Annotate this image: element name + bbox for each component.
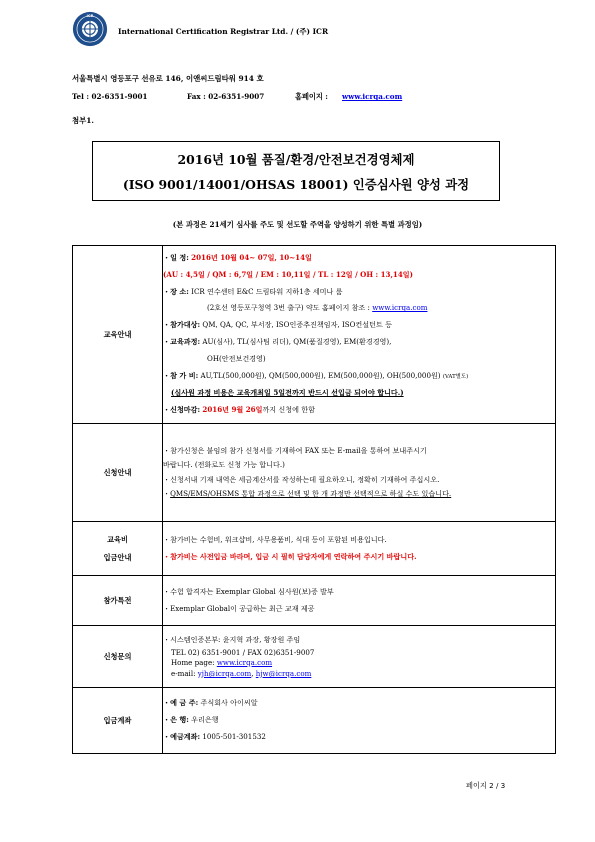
attachment-label: 첨부1.	[72, 116, 94, 125]
page-number: 페이지 2 / 3	[466, 781, 506, 790]
subtitle: (본 과정은 21세기 심사를 주도 및 선도할 주역을 양성하기 위한 특별 과정임)	[172, 220, 423, 229]
benefits-line-2: Exemplar Global이 공급하는 최근 교재 제공	[170, 603, 315, 613]
email-separator: ,	[251, 668, 254, 678]
inquiry-homepage-label: Home page:	[171, 657, 215, 667]
fee-vat: (VAT별도)	[442, 373, 469, 380]
bank-value: 우리은행	[191, 715, 219, 725]
email-link-1[interactable]: yjh@icrqa.com	[197, 668, 252, 678]
benefits-content: ・수험 합격자는 Exemplar Global 심사원(보)증 발부 ・Exemplar Global이 공급하는 최근 교재 제공	[163, 576, 556, 626]
application-row	[73, 424, 556, 522]
course-label: 교육과정:	[170, 337, 201, 346]
homepage-link[interactable]: www.icrqa.com	[342, 92, 403, 101]
application-line-3: 신청서내 기재 내역은 세금계산서를 작성하는데 필요하오니, 정확히 기재하여 주십시오.	[170, 474, 440, 484]
deadline-label: 신청마감:	[170, 405, 201, 415]
target-label: 참가대상:	[170, 320, 201, 330]
fee-value: AU,TL(500,000원), QM(500,000원), EM(500,000원), OH(500,000원)	[200, 370, 441, 380]
bank-label: 은 행:	[170, 715, 189, 725]
payment-info-label-1: 교육비	[107, 534, 128, 544]
venue-value: ICR 연수센터 E&C 드림타워 지하1층 세미나 룸	[191, 286, 343, 296]
payment-info-row	[73, 522, 556, 576]
inquiry-homepage-link[interactable]: www.icrqa.com	[216, 657, 273, 667]
info-table	[72, 245, 556, 754]
payment-info-line-2: 참가비는 사전입금 바라며, 입금 시 필히 담당자에게 연락하여 주시기 바랍니다.	[170, 551, 417, 561]
fee-label: 참 가 비:	[170, 370, 199, 380]
payment-info-label	[73, 522, 163, 576]
company-address: 서울특별시 영등포구 선유로 146, 이앤씨드림타워 914 호	[72, 74, 264, 83]
title-box	[92, 141, 500, 201]
application-line-4: QMS/EMS/OHSMS 통합 과정으로 선택 및 한 개 과정만 선택적으로 하실 수도 있습니다.	[170, 489, 452, 498]
payment-info-line-1: 참가비는 수험비, 워크샵비, 사무용품비, 식대 등이 포함된 비용입니다.	[170, 534, 387, 544]
target-value: QM, QA, QC, 부서장, ISO인증추진책임자, ISO컨설턴트 등	[202, 320, 392, 330]
date-label: 일 정:	[170, 253, 189, 263]
holder-label: 예 금 주:	[170, 698, 199, 708]
application-content: ・참가신청은 붙임의 참가 신청서를 기재하여 FAX 또는 E-mail을 통하여 보내주시기 바랍니다. (전화로도 신청 가능 합니다.) ・신청서내 기재 내역은 세금계산서를 작성하는데 필요하오니, 정확히 기재하여 주십시오. ・QMS/EMS/OHSMS 통합 과정으로 선택 및 한 개 과정만 선택적으로 하실 수도 있습니다.	[163, 424, 556, 522]
holder-value: 주식회사 아이씨알	[200, 698, 258, 708]
payment-info-content: ・참가비는 수험비, 워크샵비, 사무용품비, 식대 등이 포함된 비용입니다. ・참가비는 사전입금 바라며, 입금 시 필히 담당자에게 연락하여 주시기 바랍니다.	[163, 522, 556, 576]
logo-text: ICR	[86, 14, 94, 19]
application-label: 신청안내	[73, 424, 163, 522]
education-row	[73, 246, 556, 424]
application-line-2: 바랍니다. (전화로도 신청 가능 합니다.)	[163, 460, 285, 469]
inquiry-line-1: 시스템인증본부: 윤지혁 과장, 황장원 주임	[170, 635, 301, 645]
fax-text: Fax : 02-6351-9007	[187, 92, 265, 101]
title-line-2: (ISO 9001/14001/OHSAS 18001) 인증심사원 양성 과정	[122, 177, 470, 192]
venue-map-link[interactable]: www.icrqa.com	[372, 303, 428, 313]
venue-label: 장 소:	[170, 286, 189, 296]
account-number-label: 예금계좌:	[170, 731, 201, 741]
education-content: ・일 정: 2016년 10월 04~ 07일, 10~14일 (AU : 4,5일 / QM : 6,7일 / EM : 10,11일 / TL : 12일 / OH : 13,14일) ・장 소: ICR 연수센터 E&C 드림타워 지하1층 세미나 룸 (2호선 영등포구청역 3번 출구) 약도 홈페이지 참조 : www.icrqa.com ・참가대상: QM, QA, QC, 부서장, ISO인증추진책임자, ISO컨설턴트 등 ・교육과정: AU(심사), TL(심사팀 리더), QM(품질경영), EM(환경경영), OH(안전보건경영) ・참 가 비: AU,TL(500,000원), QM(500,000원), EM(500,000원), OH(500,000원) (VAT별도) (심사원 과정 비용은 교육개최일 5일전까지 반드시 선입금 되어야 합니다.) ・신청마감: 2016년 9월 26일까지 신청에 한함	[163, 246, 556, 424]
course-value: AU(심사), TL(심사팀 리더), QM(품질경영), EM(환경경영),	[202, 337, 392, 346]
company-logo	[72, 11, 108, 47]
benefits-line-1: 수험 합격자는 Exemplar Global 심사원(보)증 발부	[170, 586, 334, 596]
tel-text: Tel : 02-6351-9001	[72, 92, 148, 101]
payment-info-label-2: 입금안내	[103, 552, 132, 562]
email-link-2[interactable]: hjw@icrqa.com	[255, 668, 312, 678]
inquiry-tel-fax: TEL 02) 6351-9001 / FAX 02)6351-9007	[171, 647, 315, 657]
education-label: 교육안내	[73, 246, 163, 424]
title-line-1: 2016년 10월 품질/환경/안전보건경영체제	[177, 152, 415, 167]
benefits-label: 참가특전	[73, 576, 163, 626]
company-name: International Certification Registrar Ltd. / (주) ICR	[118, 27, 329, 36]
account-content: ・예 금 주: 주식회사 아이씨알 ・은 행: 우리은행 ・예금계좌: 1005-501-301532	[163, 688, 556, 754]
schedule-detail: (AU : 4,5일 / QM : 6,7일 / EM : 10,11일 / TL : 12일 / OH : 13,14일)	[163, 269, 413, 279]
date-value: 2016년 10월 04~ 07일, 10~14일	[191, 253, 312, 263]
deadline-value: 2016년 9월 26일	[202, 405, 263, 415]
deadline-suffix: 까지 신청에 한함	[262, 405, 315, 415]
account-number-value: 1005-501-301532	[202, 731, 266, 741]
fee-note: (심사원 과정 비용은 교육개최일 5일전까지 반드시 선입금 되어야 합니다.)	[171, 388, 404, 398]
inquiry-label: 신청문의	[73, 626, 163, 688]
venue-note: (2호선 영등포구청역 3번 출구) 약도 홈페이지 참조 :	[207, 303, 370, 313]
application-line-1: 참가신청은 붙임의 참가 신청서를 기재하여 FAX 또는 E-mail을 통하여 보내주시기	[170, 445, 427, 455]
inquiry-row	[73, 626, 556, 688]
account-row	[73, 688, 556, 754]
homepage-label: 홈페이지 :	[295, 92, 328, 101]
course-value-2: OH(안전보건경영)	[207, 353, 266, 363]
inquiry-email-label: e-mail:	[171, 668, 196, 678]
inquiry-content: ・시스템인증본부: 윤지혁 과장, 황장원 주임 TEL 02) 6351-9001 / FAX 02)6351-9007 Home page: www.icrqa.com e-mail: yjh@icrqa.com, hjw@icrqa.com	[163, 626, 556, 688]
benefits-row	[73, 576, 556, 626]
account-label: 입금계좌	[73, 688, 163, 754]
